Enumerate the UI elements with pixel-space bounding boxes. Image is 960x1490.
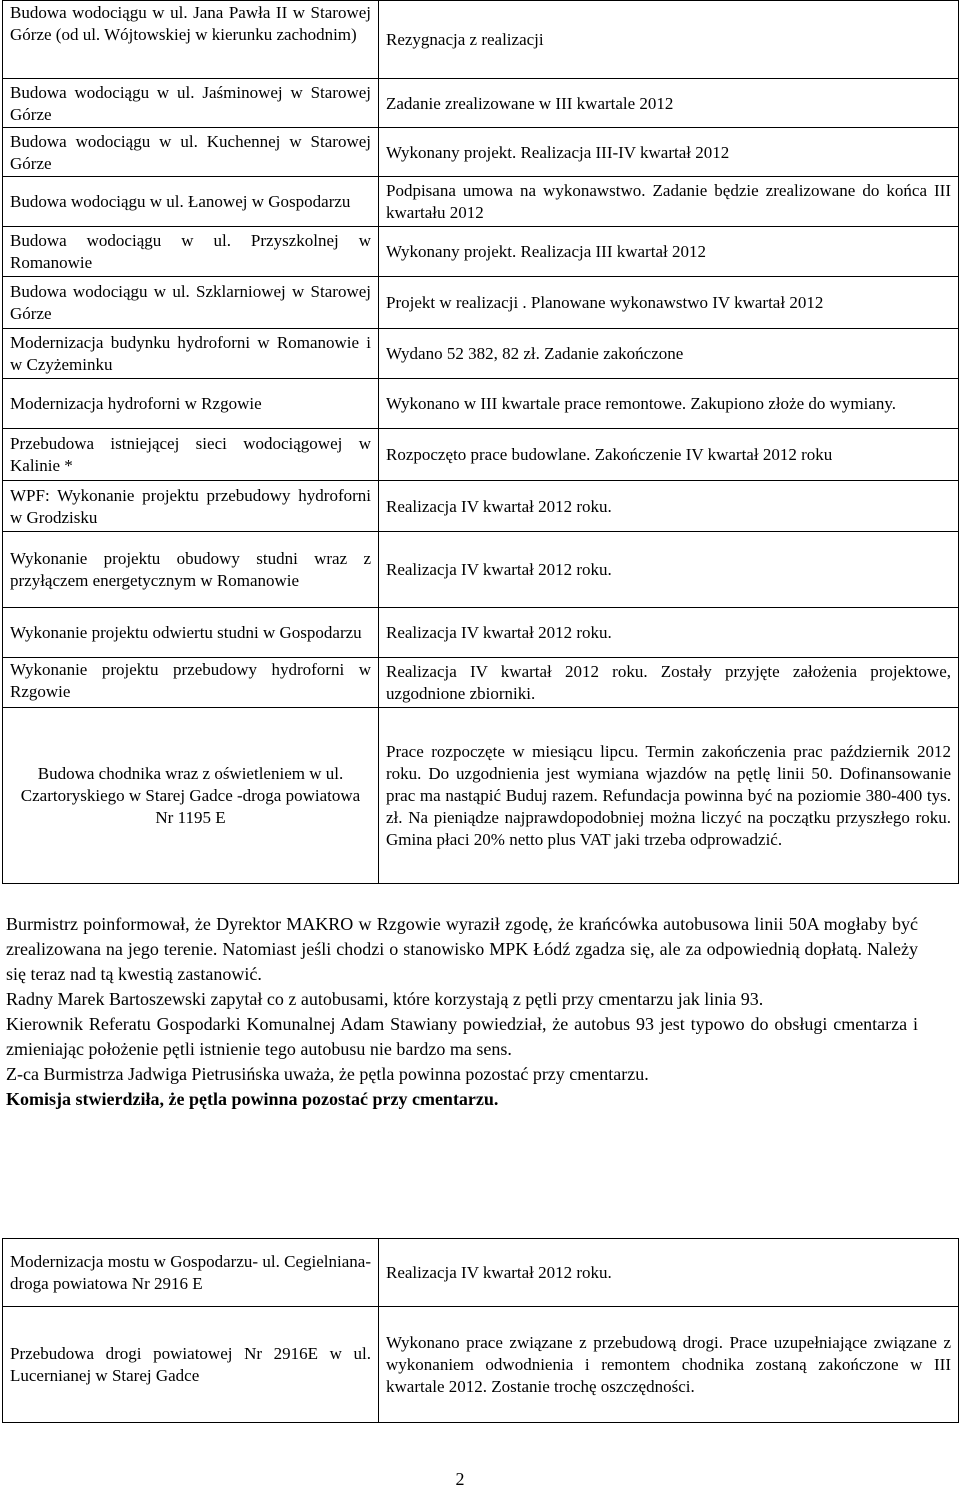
table-row (3, 379, 959, 429)
task-cell: Budowa wodociągu w ul. Jaśminowej w Starowej Górze (3, 79, 379, 128)
status-cell: Realizacja IV kwartał 2012 roku. Zostały przyjęte założenia projektowe, uzgodnione zbiorniki. (379, 658, 959, 708)
conclusion: Komisja stwierdziła, że pętla powinna pozostać przy cmentarzu. (6, 1089, 499, 1109)
paragraph: Burmistrz poinformował, że Dyrektor MAKRO w Rzgowie wyraził zgodę, że krańcówka autobusowa linii 50A mogłaby być zrealizowana na jego terenie. Natomiast jeśli chodzi o stanowisko MPK Łódź zgadza się, ale za odpowiednią dopłatą. Należy się teraz nad tą kwestią zastanowić. (6, 914, 918, 984)
task-cell: Budowa wodociągu w ul. Szklarniowej w Starowej Górze (3, 277, 379, 329)
status-cell: Realizacja IV kwartał 2012 roku. (379, 608, 959, 658)
status-cell: Wydano 52 382, 82 zł. Zadanie zakończone (379, 329, 959, 379)
paragraph: Z-ca Burmistrza Jadwiga Pietrusińska uważa, że pętla powinna pozostać przy cmentarzu. (6, 1064, 649, 1084)
status-cell: Realizacja IV kwartał 2012 roku. (379, 1239, 959, 1307)
task-cell: Budowa chodnika wraz z oświetleniem w ul. Czartoryskiego w Starej Gadce -droga powiatowa Nr 1195 E (3, 708, 379, 884)
table-row (3, 608, 959, 658)
status-cell: Rozpoczęto prace budowlane. Zakończenie IV kwartał 2012 roku (379, 429, 959, 481)
table-row (3, 1239, 959, 1307)
task-cell: Przebudowa drogi powiatowej Nr 2916E w ul. Lucernianej w Starej Gadce (3, 1307, 379, 1423)
task-cell: Wykonanie projektu przebudowy hydroforni w Rzgowie (3, 658, 379, 708)
task-cell: Modernizacja budynku hydroforni w Romanowie i w Czyżeminku (3, 329, 379, 379)
table-row (3, 532, 959, 608)
status-cell: Projekt w realizacji . Planowane wykonawstwo IV kwartał 2012 (379, 277, 959, 329)
task-cell: Modernizacja hydroforni w Rzgowie (3, 379, 379, 429)
paragraph: Kierownik Referatu Gospodarki Komunalnej Adam Stawiany powiedział, że autobus 93 jest typowo do obsługi cmentarza i zmieniając położenie pętli istnienie tego autobusu nie bardzo ma sens. (6, 1014, 918, 1059)
status-cell: Realizacja IV kwartał 2012 roku. (379, 481, 959, 532)
table-row (3, 481, 959, 532)
table-row (3, 1307, 959, 1423)
task-cell: Wykonanie projektu obudowy studni wraz z przyłączem energetycznym w Romanowie (3, 532, 379, 608)
task-cell: Budowa wodociągu w ul. Jana Pawła II w Starowej Górze (od ul. Wójtowskiej w kierunku zachodnim) (3, 1, 379, 79)
task-cell: Budowa wodociągu w ul. Łanowej w Gospodarzu (3, 177, 379, 227)
table-row (3, 227, 959, 277)
table-row (3, 177, 959, 227)
status-cell: Wykonano w III kwartale prace remontowe. Zakupiono złoże do wymiany. (379, 379, 959, 429)
status-cell: Realizacja IV kwartał 2012 roku. (379, 532, 959, 608)
status-cell: Wykonany projekt. Realizacja III-IV kwartał 2012 (379, 128, 959, 177)
task-status-table (2, 0, 959, 884)
table-row (3, 329, 959, 379)
table-row (3, 128, 959, 177)
status-cell: Prace rozpoczęte w miesiącu lipcu. Termin zakończenia prac październik 2012 roku. Do uzgodnienia jest wymiana wjazdów na pętlę linii 50. Dofinansowanie prac ma nastąpić Buduj razem. Refundacja powinna być na poziomie 380-400 tys. zł. Na pieniądze najprawdopodobniej można liczyć na początku przyszłego roku. Gmina płaci 20% netto plus VAT jaki trzeba odprowadzić. (379, 708, 959, 884)
discussion-section (6, 912, 918, 1112)
status-cell: Podpisana umowa na wykonawstwo. Zadanie będzie zrealizowane do końca III kwartału 2012 (379, 177, 959, 227)
paragraph: Radny Marek Bartoszewski zapytał co z autobusami, które korzystają z pętli przy cmentarzu jak linia 93. (6, 989, 764, 1009)
task-cell: Budowa wodociągu w ul. Kuchennej w Starowej Górze (3, 128, 379, 177)
table-row (3, 708, 959, 884)
page-number: 2 (455, 1469, 465, 1489)
task-status-table-2 (2, 1238, 959, 1423)
status-cell: Wykonany projekt. Realizacja III kwartał 2012 (379, 227, 959, 277)
table-row (3, 277, 959, 329)
table-row (3, 79, 959, 128)
table-row (3, 429, 959, 481)
task-cell: Budowa wodociągu w ul. Przyszkolnej w Romanowie (3, 227, 379, 277)
task-cell: WPF: Wykonanie projektu przebudowy hydroforni w Grodzisku (3, 481, 379, 532)
table-row (3, 658, 959, 708)
task-cell: Przebudowa istniejącej sieci wodociągowej w Kalinie * (3, 429, 379, 481)
task-cell: Wykonanie projektu odwiertu studni w Gospodarzu (3, 608, 379, 658)
status-cell: Wykonano prace związane z przebudową drogi. Prace uzupełniające związane z wykonaniem odwodnienia i remontem chodnika zostaną zakończone w III kwartale 2012. Zostanie trochę oszczędności. (379, 1307, 959, 1423)
table-row (3, 1, 959, 79)
status-cell: Zadanie zrealizowane w III kwartale 2012 (379, 79, 959, 128)
status-cell: Rezygnacja z realizacji (379, 1, 959, 79)
task-cell: Modernizacja mostu w Gospodarzu- ul. Cegielniana-droga powiatowa Nr 2916 E (3, 1239, 379, 1307)
